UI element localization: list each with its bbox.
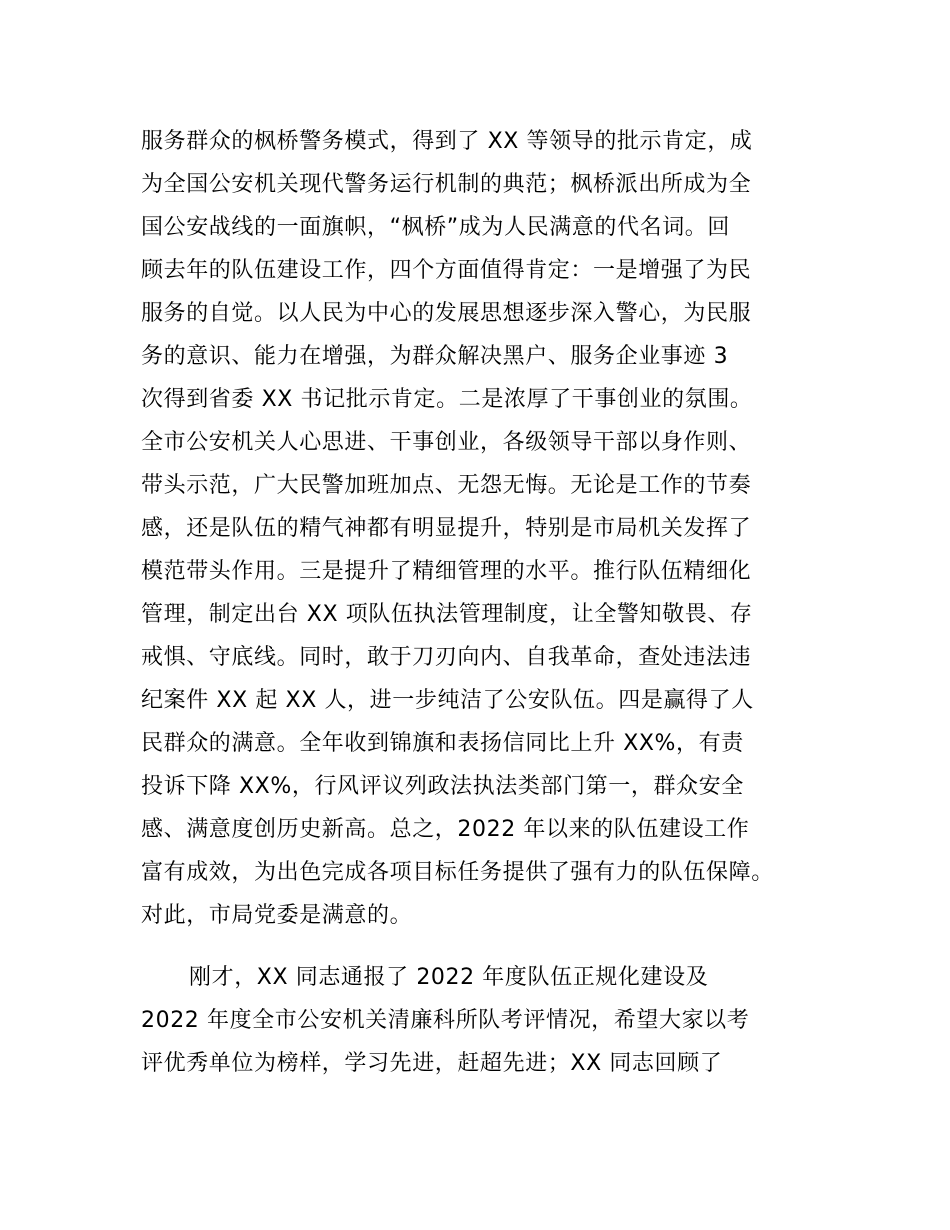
text-line: 民群众的满意。全年收到锦旗和表扬信同比上升 XX%，有责 bbox=[141, 731, 744, 756]
text-line: 刚才，XX 同志通报了 2022 年度队伍正规化建设及 bbox=[189, 965, 709, 990]
text-line: 服务的自觉。以人民为中心的发展思想逐步深入警心，为民服 bbox=[141, 301, 752, 326]
text-line: 带头示范，广大民警加班加点、无怨无悔。无论是工作的节奏 bbox=[141, 473, 752, 498]
text-line: 富有成效，为出色完成各项目标任务提供了强有力的队伍保障。 bbox=[141, 860, 774, 885]
text-line: 管理，制定出台 XX 项队伍执法管理制度，让全警知敬畏、存 bbox=[141, 602, 753, 627]
text-line: 务的意识、能力在增强，为群众解决黑户、服务企业事迹 3 bbox=[141, 344, 729, 369]
text-line: 次得到省委 XX 书记批示肯定。二是浓厚了干事创业的氛围。 bbox=[141, 387, 753, 412]
text-line: 戒惧、守底线。同时，敢于刀刃向内、自我革命，查处违法违 bbox=[141, 645, 752, 670]
text-line: 国公安战线的一面旗帜，“枫桥”成为人民满意的代名词。回 bbox=[141, 215, 730, 240]
text-line: 纪案件 XX 起 XX 人，进一步纯洁了公安队伍。四是赢得了人 bbox=[141, 688, 754, 713]
text-line: 2022 年度全市公安机关清廉科所队考评情况，希望大家以考 bbox=[141, 1008, 750, 1033]
text-line: 全市公安机关人心思进、干事创业，各级领导干部以身作则、 bbox=[141, 430, 752, 455]
text-line: 评优秀单位为榜样，学习先进，赶超先进；XX 同志回顾了 bbox=[141, 1051, 723, 1076]
text-line: 感，还是队伍的精气神都有明显提升，特别是市局机关发挥了 bbox=[141, 516, 752, 541]
text-line: 顾去年的队伍建设工作，四个方面值得肯定：一是增强了为民 bbox=[141, 258, 752, 283]
text-line: 感、满意度创历史新高。总之，2022 年以来的队伍建设工作 bbox=[141, 817, 750, 842]
text-line: 为全国公安机关现代警务运行机制的典范；枫桥派出所成为全 bbox=[141, 172, 752, 197]
text-line: 模范带头作用。三是提升了精细管理的水平。推行队伍精细化 bbox=[141, 559, 752, 584]
text-line: 服务群众的枫桥警务模式，得到了 XX 等领导的批示肯定，成 bbox=[141, 129, 753, 154]
text-line: 投诉下降 XX%，行风评议列政法执法类部门第一，群众安全 bbox=[141, 774, 744, 799]
text-line: 对此，市局党委是满意的。 bbox=[141, 903, 413, 928]
